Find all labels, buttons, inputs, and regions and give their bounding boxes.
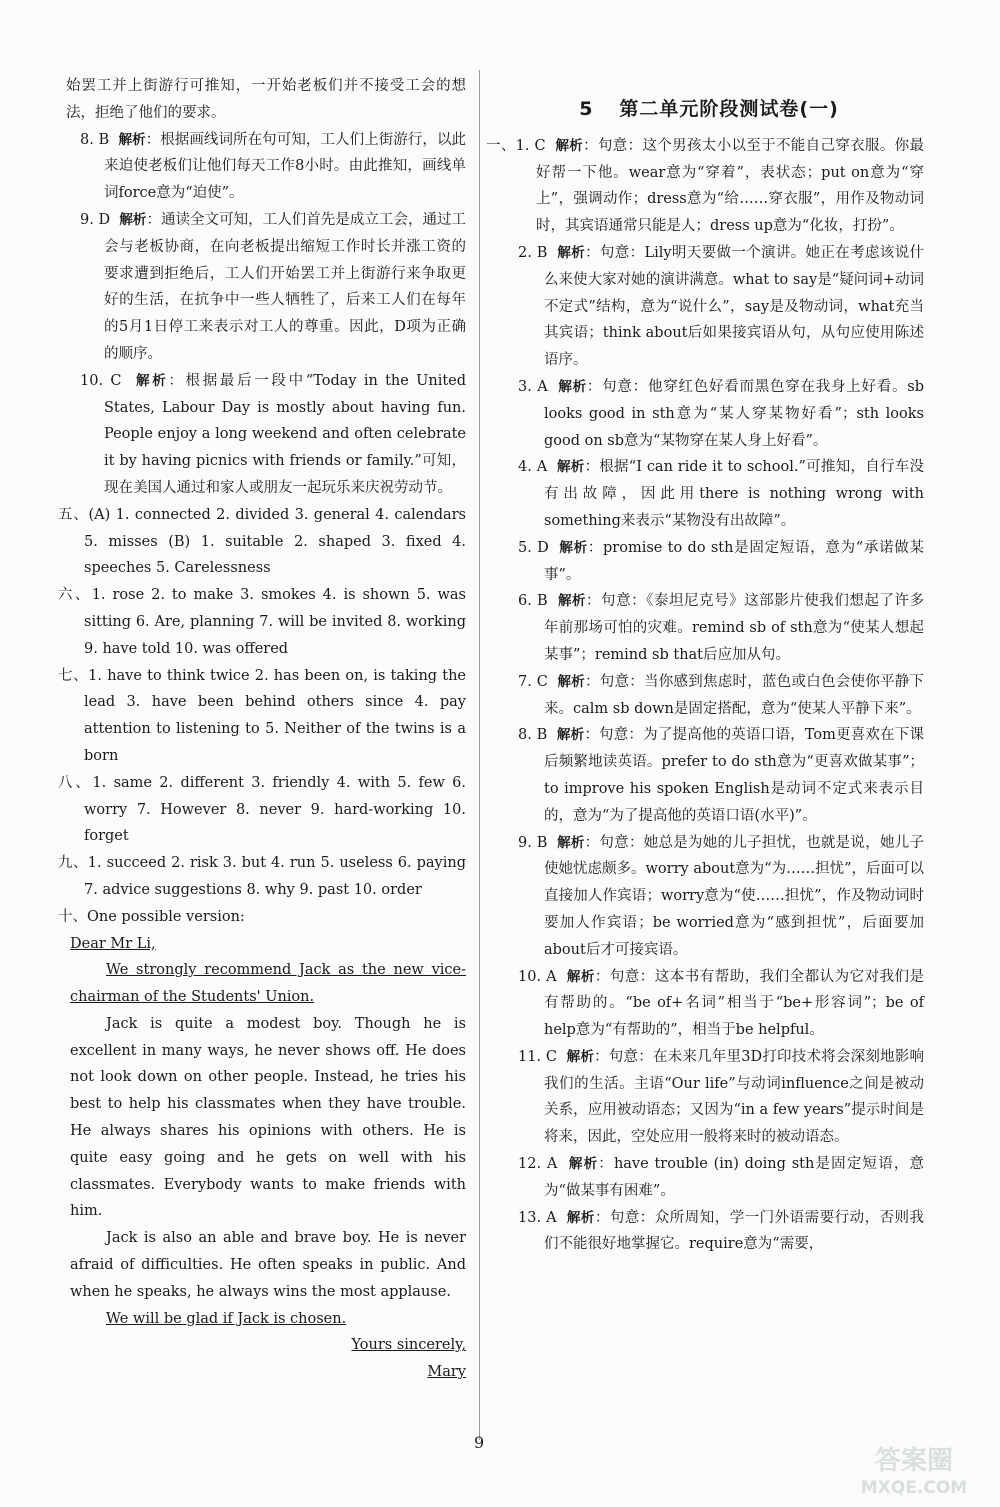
section-seven: 七、1. have to think twice 2. has been on, is taking the lead 3. have been behind others since 4. pay attention to listening to 5. Neither of the twins is a born — [58, 667, 466, 764]
answer-item: 2. B 解析：句意：Lily明天要做一个演讲。她正在考虑该说什么来使大家对她的演讲满意。what to say是“疑问词+动词不定式”结构，意为“说什么”，say是及物动词，what充当其宾语；think about后如果接宾语从句，从句应使用陈述语序。 — [518, 244, 925, 369]
continued-text: 始罢工并上街游行可推知，一开始老板们并不接受工会的想法，拒绝了他们的要求。 — [66, 78, 466, 121]
section-ten: 十、One possible version: — [58, 908, 245, 925]
answer-item: 11. C 解析：句意：在未来几年里3D打印技术将会深刻地影响我们的生活。主语“Our life”与动词influence之间是被动关系，应用被动语态；又因为“in a few years”提示时间是将来，因此，空处应用一般将来时的被动语态。 — [518, 1048, 924, 1146]
answer-item: 12. A 解析：have trouble (in) doing sth是固定短语，意为“做某事有困难”。 — [518, 1156, 925, 1199]
section-six: 六、1. rose 2. to make 3. smokes 4. is shown 5. was sitting 6. Are, planning 7. will be invited 8. working 9. have told 10. was offered — [58, 587, 466, 657]
letter-closing: Yours sincerely, — [351, 1337, 466, 1354]
svg-text:MXQE.COM: MXQE.COM — [860, 1478, 968, 1498]
answer-item: 9. B 解析：句意：她总是为她的儿子担忧，也就是说，她儿子使她忧虑颇多。worry about意为“为……担忧”，后面可以直接加人作宾语；worry意为“使……担忧”，作及物动词时要加人作宾语；be worried意为“感到担忧”，后面要加about后才可接宾语。 — [518, 834, 924, 958]
answer-item: 8. B 解析：句意：为了提高他的英语口语，Tom更喜欢在下课后频繁地读英语。prefer to do sth意为“更喜欢做某事”；to improve his spoken English是动词不定式来表示目的，意为“为了提高他的英语口语(水平)”。 — [518, 727, 925, 824]
letter-paragraph: We will be glad if Jack is chosen. — [106, 1310, 347, 1327]
answer-item: 10. A 解析：句意：这本书有帮助，我们全都认为它对我们是有帮助的。“be of+名词”相当于“be+形容词”；be of help意为“有帮助的”，相当于be helpful。 — [518, 968, 925, 1039]
answer-item: 4. A 解析：根据“I can ride it to school.”可推知，自行车没有出故障，因此用there is nothing wrong with something来表示“某物没有出故障”。 — [518, 459, 925, 529]
section-title: 5 第二单元阶段测试卷(一) — [579, 98, 839, 120]
svg-text:答案圈: 答案圈 — [874, 1446, 954, 1476]
watermark-logo — [847, 1439, 982, 1499]
right-column — [486, 96, 925, 1258]
answer-item: 5. D 解析：promise to do sth是固定短语，意为“承诺做某事”。 — [518, 539, 924, 583]
left-column — [58, 73, 466, 1386]
page-number: 9 — [474, 1433, 485, 1452]
letter-paragraph: Jack is quite a modest boy. Though he is excellent in many ways, he never shows off. He does not look down on other people. Instead, he tries his best to help his classmates when they have trouble. He always shares his opinions with others. He is quite easy going and he gets on well with his classmates. Everybody wants to make friends with him. — [70, 1015, 466, 1220]
answer-item: 3. A 解析：句意：他穿红色好看而黑色穿在我身上好看。sb looks good in sth意为“某人穿某物好看”；sth looks good on sb意为“某物穿在某人身上好看”。 — [518, 378, 924, 449]
letter-signature: Mary — [427, 1364, 466, 1381]
answer-list — [486, 133, 925, 1258]
section-eight: 八、1. same 2. different 3. friendly 4. with 5. few 6. worry 7. However 8. never 9. hard-working 10. forget — [58, 774, 467, 845]
answer-item: 8. B 解析：根据画线词所在句可知，工人们上街游行，以此来迫使老板们让他们每天工作8小时。由此推知，画线单词force意为“迫使”。 — [80, 131, 467, 202]
answer-item: 10. C 解析：根据最后一段中“Today in the United States, Labour Day is mostly about having fun. People enjoy a long weekend and often celebrate it by having picnics with friends or family.”可知，现在美国人通过和家人或朋友一起玩乐来庆祝劳动节。 — [80, 372, 467, 496]
section-nine: 九、1. succeed 2. risk 3. but 4. run 5. useless 6. paying 7. advice suggestions 8. why 9. past 10. order — [58, 855, 466, 898]
column-divider — [479, 70, 480, 1440]
letter-greeting: Dear Mr Li, — [70, 935, 156, 952]
section-five: 五、(A) 1. connected 2. divided 3. general 4. calendars 5. misses (B) 1. suitable 2. shaped 3. fixed 4. speeches 5. Carelessness — [58, 506, 466, 577]
answer-item: 6. B 解析：句意：《泰坦尼克号》这部影片使我们想起了许多年前那场可怕的灾难。remind sb of sth意为“使某人想起某事”；remind sb that后应加从句。 — [518, 593, 925, 663]
sample-letter — [58, 931, 466, 1387]
letter-paragraph: Jack is also an able and brave boy. He is never afraid of difficulties. He often speaks in public. And when he speaks, he always wins the most applause. — [70, 1230, 466, 1300]
answer-item: 一、1. C 解析：句意：这个男孩太小以至于不能自己穿衣服。你最好帮一下他。wear意为“穿着”，表状态；put on意为“穿上”，强调动作；dress意为“给……穿衣服”，用作及物动词时，其宾语通常只能是人；dress up意为“化妆，打扮”。 — [486, 137, 924, 235]
answer-item: 13. A 解析：句意：众所周知，学一门外语需要行动，否则我们不能很好地掌握它。require意为“需要， — [518, 1209, 925, 1253]
letter-paragraph: We strongly recommend Jack as the new vice-chairman of the Students' Union. — [70, 962, 466, 1006]
answer-item: 9. D 解析：通读全文可知，工人们首先是成立工会，通过工会与老板协商，在向老板提出缩短工作时长并涨工资的要求遭到拒绝后，工人们开始罢工并上街游行来争取更好的生活，在抗争中一些人牺牲了，后来工人们在每年的5月1日停工来表示对工人的尊重。因此，D项为正确的顺序。 — [80, 211, 467, 362]
answer-item: 7. C 解析：句意：当你感到焦虑时，蓝色或白色会使你平静下来。calm sb down是固定搭配，意为“使某人平静下来”。 — [518, 673, 925, 717]
